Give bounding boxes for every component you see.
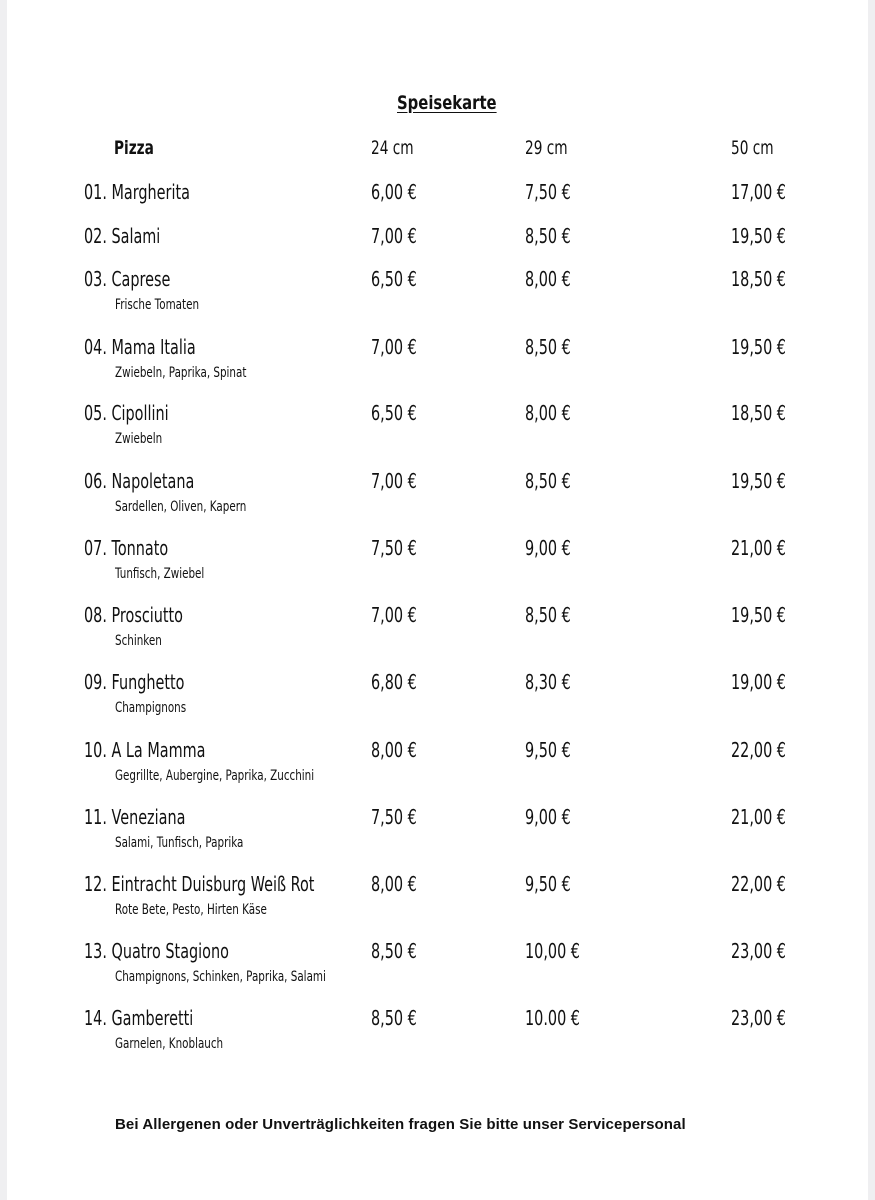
menu-item bbox=[7, 738, 868, 798]
price-50cm: 23,00 € bbox=[731, 939, 786, 963]
price-24cm: 7,50 € bbox=[371, 536, 417, 560]
item-name: 06. Napoletana bbox=[84, 469, 195, 493]
menu-item bbox=[7, 603, 868, 663]
price-50cm: 17,00 € bbox=[731, 180, 786, 204]
item-description: Tunfisch, Zwiebel bbox=[115, 566, 205, 582]
size-header-24: 24 cm bbox=[371, 137, 414, 159]
price-24cm: 7,00 € bbox=[371, 603, 417, 627]
item-name: 02. Salami bbox=[84, 224, 161, 248]
menu-page bbox=[7, 0, 868, 1200]
price-29cm: 9,00 € bbox=[525, 805, 571, 829]
menu-title: Speisekarte bbox=[397, 92, 497, 114]
menu-item bbox=[7, 1006, 868, 1066]
price-29cm: 8,50 € bbox=[525, 603, 571, 627]
price-24cm: 8,50 € bbox=[371, 939, 417, 963]
item-description: Zwiebeln bbox=[115, 431, 163, 447]
price-50cm: 21,00 € bbox=[731, 805, 786, 829]
item-description: Salami, Tunfisch, Paprika bbox=[115, 835, 244, 851]
item-description: Zwiebeln, Paprika, Spinat bbox=[115, 365, 247, 381]
price-24cm: 6,50 € bbox=[371, 267, 417, 291]
price-29cm: 9,50 € bbox=[525, 872, 571, 896]
item-name: 09. Funghetto bbox=[84, 670, 185, 694]
price-29cm: 9,50 € bbox=[525, 738, 571, 762]
price-50cm: 22,00 € bbox=[731, 738, 786, 762]
item-name: 14. Gamberetti bbox=[84, 1006, 194, 1030]
price-50cm: 19,50 € bbox=[731, 469, 786, 493]
item-description: Schinken bbox=[115, 633, 162, 649]
price-50cm: 21,00 € bbox=[731, 536, 786, 560]
size-header-50: 50 cm bbox=[731, 137, 774, 159]
price-24cm: 7,00 € bbox=[371, 469, 417, 493]
price-24cm: 8,50 € bbox=[371, 1006, 417, 1030]
menu-item bbox=[7, 335, 868, 395]
price-50cm: 19,50 € bbox=[731, 224, 786, 248]
menu-item bbox=[7, 267, 868, 327]
menu-item bbox=[7, 469, 868, 529]
item-name: 05. Cipollini bbox=[84, 401, 169, 425]
item-name: 13. Quatro Stagiono bbox=[84, 939, 229, 963]
price-29cm: 9,00 € bbox=[525, 536, 571, 560]
item-name: 01. Margherita bbox=[84, 180, 190, 204]
price-29cm: 10,00 € bbox=[525, 939, 580, 963]
item-name: 08. Prosciutto bbox=[84, 603, 183, 627]
item-name: 10. A La Mamma bbox=[84, 738, 206, 762]
price-24cm: 8,00 € bbox=[371, 872, 417, 896]
price-50cm: 18,50 € bbox=[731, 401, 786, 425]
price-29cm: 7,50 € bbox=[525, 180, 571, 204]
price-24cm: 6,00 € bbox=[371, 180, 417, 204]
menu-item bbox=[7, 670, 868, 730]
price-24cm: 7,50 € bbox=[371, 805, 417, 829]
item-name: 03. Caprese bbox=[84, 267, 171, 291]
price-29cm: 8,50 € bbox=[525, 224, 571, 248]
price-24cm: 6,50 € bbox=[371, 401, 417, 425]
item-description: Champignons, Schinken, Paprika, Salami bbox=[115, 969, 326, 985]
price-29cm: 8,00 € bbox=[525, 267, 571, 291]
price-50cm: 19,50 € bbox=[731, 603, 786, 627]
price-50cm: 18,50 € bbox=[731, 267, 786, 291]
price-24cm: 8,00 € bbox=[371, 738, 417, 762]
item-name: 11. Veneziana bbox=[84, 805, 186, 829]
price-50cm: 19,00 € bbox=[731, 670, 786, 694]
price-24cm: 6,80 € bbox=[371, 670, 417, 694]
price-29cm: 8,50 € bbox=[525, 335, 571, 359]
menu-item bbox=[7, 805, 868, 865]
price-50cm: 19,50 € bbox=[731, 335, 786, 359]
item-name: 04. Mama Italia bbox=[84, 335, 196, 359]
item-name: 12. Eintracht Duisburg Weiß Rot bbox=[84, 872, 315, 896]
item-description: Frische Tomaten bbox=[115, 297, 200, 313]
item-description: Garnelen, Knoblauch bbox=[115, 1036, 224, 1052]
price-29cm: 8,30 € bbox=[525, 670, 571, 694]
menu-item bbox=[7, 536, 868, 596]
item-description: Sardellen, Oliven, Kapern bbox=[115, 499, 247, 515]
menu-item bbox=[7, 872, 868, 932]
price-50cm: 23,00 € bbox=[731, 1006, 786, 1030]
size-header-29: 29 cm bbox=[525, 137, 568, 159]
category-header: Pizza bbox=[114, 137, 154, 159]
menu-item bbox=[7, 939, 868, 999]
price-29cm: 10.00 € bbox=[525, 1006, 580, 1030]
price-29cm: 8,00 € bbox=[525, 401, 571, 425]
price-24cm: 7,00 € bbox=[371, 224, 417, 248]
price-29cm: 8,50 € bbox=[525, 469, 571, 493]
item-description: Rote Bete, Pesto, Hirten Käse bbox=[115, 902, 267, 918]
item-description: Gegrillte, Aubergine, Paprika, Zucchini bbox=[115, 768, 315, 784]
item-description: Champignons bbox=[115, 700, 187, 716]
price-24cm: 7,00 € bbox=[371, 335, 417, 359]
price-50cm: 22,00 € bbox=[731, 872, 786, 896]
menu-item bbox=[7, 401, 868, 461]
allergen-notice: Bei Allergenen oder Unverträglichkeiten fragen Sie bitte unser Servicepersonal bbox=[115, 1116, 686, 1133]
item-name: 07. Tonnato bbox=[84, 536, 169, 560]
